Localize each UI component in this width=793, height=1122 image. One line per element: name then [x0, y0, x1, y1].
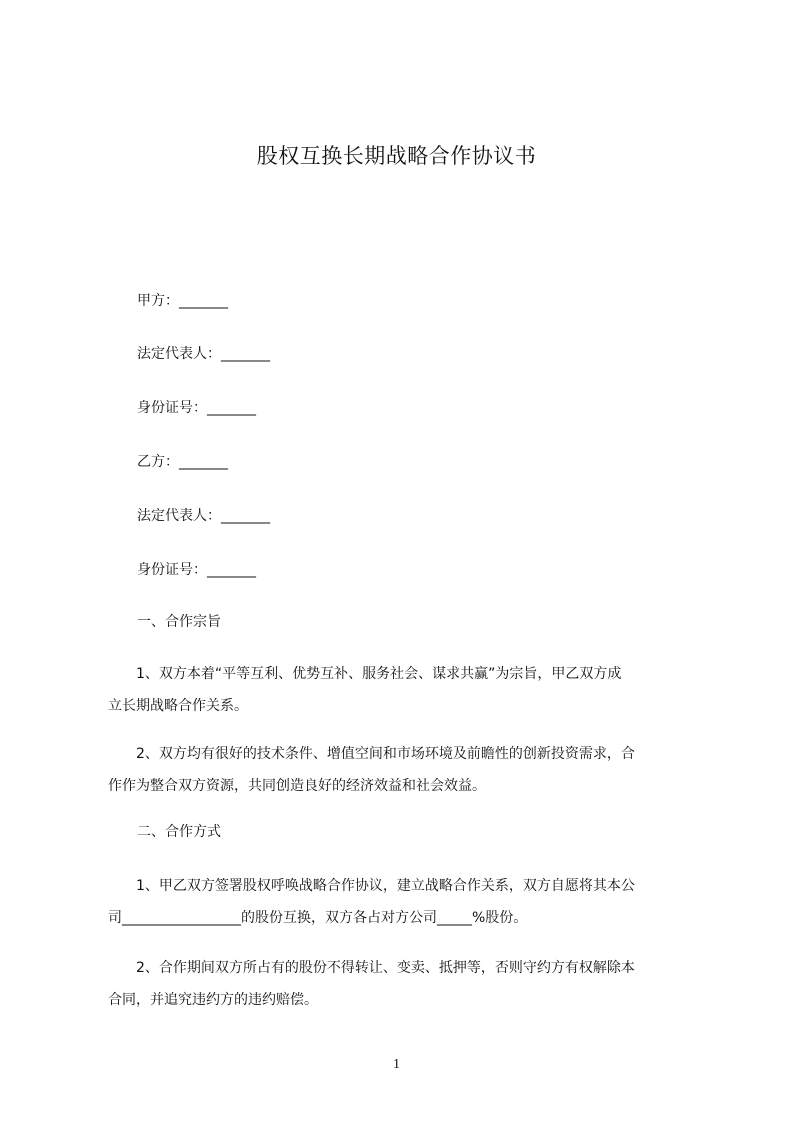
section2-p2-line1: 2、合作期间双方所占有的股份不得转让、变卖、抵押等，否则守约方有权解除本	[136, 960, 635, 976]
party-b-legal-rep-field: 法定代表人：_______	[137, 508, 270, 524]
section1-p1-line1: 1、双方本着“平等互利、优势互补、服务社会、谋求共赢”为宗旨，甲乙双方成	[136, 666, 622, 682]
section2-paragraph-1	[108, 870, 708, 934]
section1-p1-line2: 立长期战略合作关系。	[108, 698, 248, 714]
section2-p2-line2: 合同，并追究违约方的违约赔偿。	[108, 992, 318, 1008]
section2-heading: 二、合作方式	[137, 824, 221, 840]
section1-p2-line1: 2、双方均有很好的技术条件、增值空间和市场环境及前瞻性的创新投资需求，合	[136, 746, 635, 762]
page-number: 1	[393, 1057, 400, 1072]
party-a-legal-rep-field: 法定代表人：_______	[137, 346, 270, 362]
party-b-field: 乙方：_______	[137, 454, 228, 470]
party-b-id-number-field: 身份证号：_______	[137, 562, 256, 578]
section1-heading: 一、合作宗旨	[137, 614, 221, 630]
section1-p2-line2: 作作为整合双方资源，共同创造良好的经济效益和社会效益。	[108, 778, 486, 794]
section2-p1-line2: 司_________________的股份互换，双方各占对方公司_____%股份。	[108, 910, 528, 926]
party-a-id-number-field: 身份证号：_______	[137, 400, 256, 416]
section2-p1-line1: 1、甲乙双方签署股权呼唤战略合作协议，建立战略合作关系，双方自愿将其本公	[136, 878, 635, 894]
section1-paragraph-2	[108, 738, 708, 802]
section2-paragraph-2	[108, 952, 708, 1016]
section1-paragraph-1	[108, 658, 708, 722]
party-a-field: 甲方：_______	[137, 293, 228, 309]
document-title: 股权互换长期战略合作协议书	[256, 144, 537, 168]
